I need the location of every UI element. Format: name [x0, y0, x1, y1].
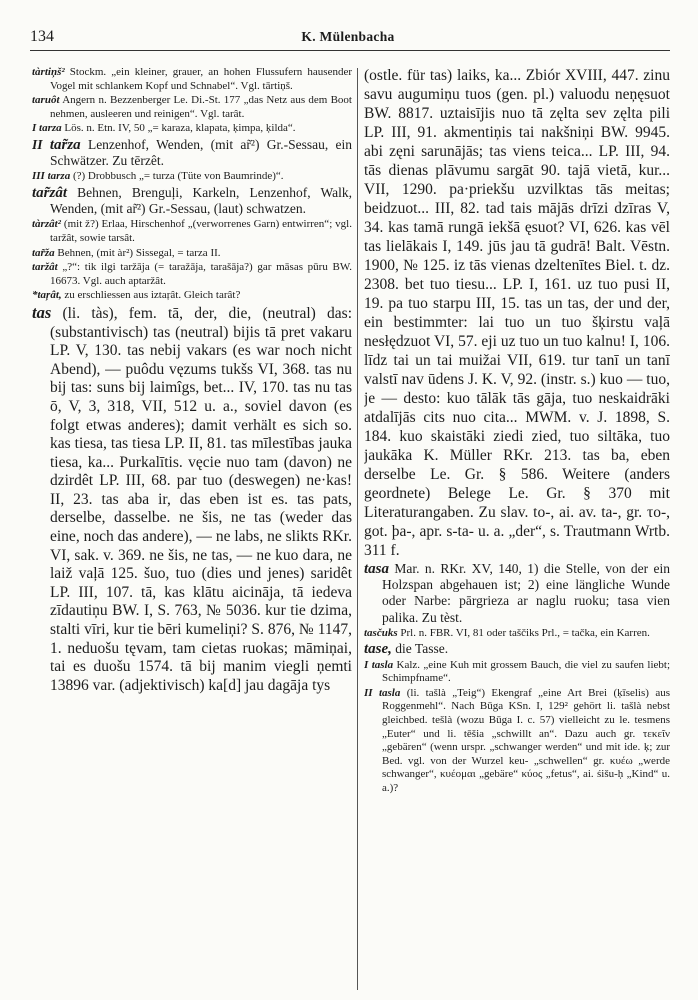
dictionary-entry: [364, 659, 670, 686]
header-rule: [30, 50, 670, 51]
headword: tar̃za: [49, 136, 81, 153]
entry-text: „?“: tik ilgi taržāja (= taražāja, tarašāja?) gar māsas pūru BW. 16673. Vgl. auch aptaržât.: [50, 261, 352, 287]
dictionary-entry: [32, 170, 352, 184]
column-divider: [357, 68, 358, 990]
headword: tarza: [39, 122, 62, 135]
entry-text: Lös. n. Etn. IV, 50 „= karaza, klapata, ķimpa, ķilda“.: [61, 122, 296, 135]
entry-text: Behnen, Brenguļi, Karkeln, Lenzenhof, Walk, Wenden, (mit ar̃²) Gr.-Sessau, (laut) schwatzen.: [50, 184, 352, 217]
entry-text: (ostle. für tas) laiks, ka... Zbiór XVIII, 447. zinu savu augumiņu tuos (gen. pl.) valuodu neņęsuot BW. 8817. uztaisījis nuo tā zęlta sev zęlta pili LP. III, 91. akmentiņis tai nakšniņi BW. 9945. abi zęni sarunājās; tas viens teica... LP. III, 94. tās dienas plāvumu sargāt 90. tajā vietā, kur... VII, 1290. pa·priekšu uzvilktas tās meitas; beidzuot... III, 82. tad tais mājās drīzi dzīras V, 34. kas tamā rungā iekšā ęsuot? VI, 626. kas vēl tas lielākais I, 149. jūs jau tā gudrā! Balt. Vēstn. 1900, № 125. iz tās vienas dzeltenītes Biel. t. dz. 2308. bet tuo tiesu... LP. I, 161. uz tuo pusi II, 19. pa tuo starpu III, 15. tas un tas, der und der, ein bestimmter: lai tuo un tuo šķirstu vaļā nesłędzuot VI, 57. eji uz tuo un tuo kalnu! I, 106. līdz tai un tai muižai VII, 619. tur tanī un tanī valstī nav ūdens J. K. V, 92. (instr. s.) kuo — tuo, je — desto: kuo tālāk tās gāja, tuo neskaidrāki atdalījās cits nuo cita... MWM. v. J. 1898, S. 184. kuo skaistāki ziedi zied, tuo siltāka, tuo jaukāka K. Müller RKr. 213. tas ba, eben derselbe Le. Gr. § 586. Weitere (anders geordnete) Belege Le. Gr. § 370 mit Literaturangaben. Zu slav. to-, ai. av. ta-, gr. το-, got. þa-, apr. s-ta- u. a. „der“, s. Trautmann Wrtb. 311 f.: [364, 67, 670, 559]
homograph-number: I: [364, 658, 369, 671]
headword: tàrzât²: [32, 218, 61, 231]
dictionary-entry: [364, 627, 670, 641]
headword: tasla: [371, 658, 394, 671]
headword: *taŗât,: [32, 289, 62, 302]
page-number: 134: [30, 28, 54, 45]
entry-text: Mar. n. RKr. XV, 140, 1) die Stelle, von der ein Holzspan abgehauen ist; 2) eine längliche Wunde oder Narbe: pārgrieza ar naglu ruoku; tasa vien palika. Zu tèst.: [382, 561, 670, 625]
dictionary-entry: [32, 137, 352, 169]
headword: tasla: [378, 686, 401, 699]
dictionary-entry: [364, 687, 670, 796]
entry-continuation: [364, 66, 670, 560]
dictionary-entry: [32, 185, 352, 217]
dictionary-entry: [32, 94, 352, 121]
entry-text: Kalz. „eine Kuh mit grossem Bauch, die viel zu saufen liebt; Schimpfname“.: [382, 658, 670, 685]
dictionary-entry: [32, 289, 352, 303]
dictionary-entry: [32, 66, 352, 93]
headword: tarza: [47, 170, 71, 183]
entry-text: (li. tàs), fem. tā, der, die, (neutral) das: (substantivisch) tas (neutral) bijis tā pret vakaru LP. V, 130. tas nebij vakars (es war noch nicht Abend), — puôdu vęzums tukšs VI, 368. tas nu bij tas: suns bij laimîgs, bet... IV, 170. tas nu tas ō, V, 3, 318, VII, 512 u. a., soviel davon (es folgt etwas anderes); damit verhält es sich so. kas tiesa, tas tiesa LP. II, 81. tas mīlestības jauka tiesa, ka... Purkalītis. vęcie nuo tam (davon) ne dzirdêt LP. III, 68. par tuo (deswegen) ne·kas! II, 23. tas aba ir, das eben ist es. tas pats, derselbe, dasselbe. ne šis, ne tas (weder das eine, noch das andere), — ne labs, ne slikts RKr. VI, sak. v. 369. ne šis, ne tas, — ne kuo dara, ne laiž vaļā 125. šuo, tuo (dies und jenes) saridêt LP. III, 107. tā, kas klātu aicināja, tā iedeva zīdautiņu BW. I, S. 763, № 5036. kur tie dzima, stalti vīri, kur tie bēri kumeliņi? S. 876, № 1147, 1. neduošu tęvam, tam cietas ruokas; māmiņai, tai es duošu 1574. tā bij manim viegli ņemti 13896 var. (adjektivisch) ka[d] jau dagāja tys: [50, 304, 352, 694]
headword: taruôt: [32, 94, 60, 107]
dictionary-entry: [32, 247, 352, 261]
dictionary-entry: [32, 304, 352, 695]
entry-text: Prl. n. FBR. VI, 81 oder taščiks Prl., = tačka, ein Karren.: [397, 626, 650, 639]
headword: tasčuks: [364, 626, 398, 639]
dictionary-entry: [364, 641, 670, 657]
entry-text: zu erschliessen aus iztaŗât. Gleich tarât?: [61, 289, 241, 302]
running-head: K. Mülenbacha: [301, 29, 395, 44]
entry-text: Lenzenhof, Wenden, (mit ar̃²) Gr.-Sessau, ein Schwätzer. Zu tērzêt.: [50, 136, 352, 169]
entry-text: (li. tašlà „Teig“) Ekengraf „eine Art Brei (ķīselis) aus Roggenmehl“. Nach Būga KSn. I, 129² gehört li. tašlà nebst gleichbed. tešlà (wozu Būga I. c. 57) vielleicht zu le. tesmens „Euter“ und li. tēšia „schwillt an“. Dazu auch gr. τεκεῖν „gebären“ (wenn urspr. „schwanger werden“ und mit ide. ķ; zur Bed. vgl. von der Wurzel keu- „schwellen“ gr. κυέω „werde schwanger“, κυέομαι „gebäre“ κύος „fetus“, ai. śišu-ḥ „Kind“ u. a.)?: [382, 686, 670, 794]
entry-text: (?) Drobbusch „= turza (Tüte von Baumrinde)“.: [70, 170, 284, 183]
homograph-number: II: [364, 686, 373, 699]
right-column: [364, 66, 670, 996]
headword: tar̃zât: [32, 184, 68, 201]
headword: tar̃ža: [32, 246, 55, 259]
headword: tàrtiņš²: [32, 66, 65, 78]
dictionary-entry: [32, 261, 352, 288]
homograph-number: III: [32, 170, 45, 183]
homograph-number: II: [32, 136, 43, 152]
homograph-number: I: [32, 122, 37, 135]
dictionary-entry: [32, 122, 352, 136]
page-header: [30, 28, 666, 52]
left-column: [32, 66, 352, 996]
headword: tas: [32, 302, 52, 322]
entry-text: Angern n. Bezzenberger Le. Di.-St. 177 „das Netz aus dem Boot nehmen, ausleeren und reinigen“. Vgl. tarât.: [50, 94, 352, 120]
entry-text: (mit ž?) Erlaa, Hirschenhof „(verworrenes Garn) entwirren“; vgl. taržât, sowie tarsât.: [50, 218, 352, 244]
entry-text: Behnen, (mit àr²) Sissegal, = tarza II.: [54, 246, 221, 259]
headword: tase,: [364, 641, 392, 658]
entry-text: die Tasse.: [391, 641, 449, 657]
entry-text: Stockm. „ein kleiner, grauer, an hohen Flussufern hausender Vogel mit schlankem Kopf und Schnabel“. Vgl. tārtiņš.: [50, 66, 352, 92]
dictionary-entry: [364, 561, 670, 626]
dictionary-entry: [32, 218, 352, 245]
headword: taržât: [32, 261, 58, 274]
headword: tasa: [364, 561, 390, 577]
